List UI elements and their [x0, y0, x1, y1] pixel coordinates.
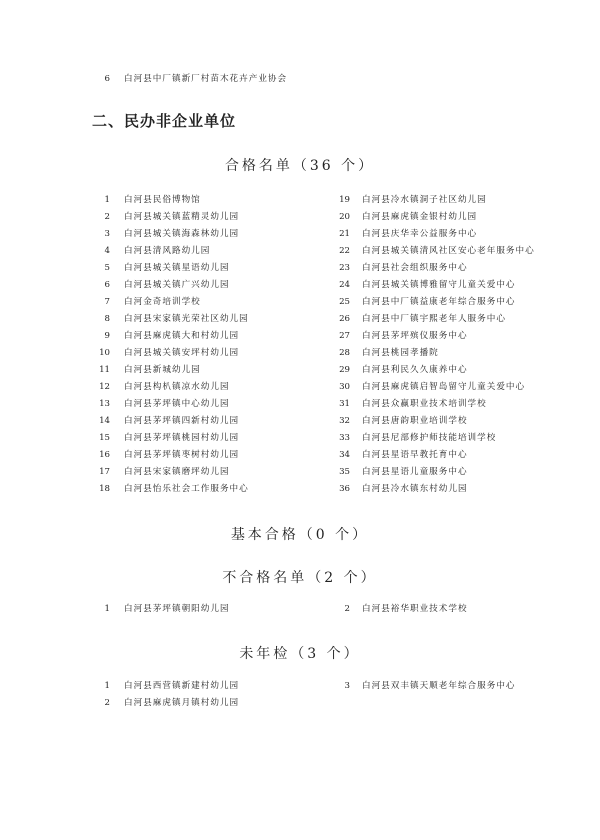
item-number: 1: [104, 681, 110, 691]
item-text: 白河县星语早教托育中心: [362, 450, 468, 460]
item-number: 4: [104, 246, 110, 256]
item-number: 20: [339, 212, 350, 222]
item-text: 白河县茅坪镇中心幼儿园: [124, 399, 230, 409]
item-number: 5: [104, 263, 110, 273]
item-number: 2: [104, 212, 110, 222]
item-number: 13: [99, 399, 110, 409]
item-text: 白河县庆华幸公益服务中心: [362, 229, 478, 239]
item-number: 33: [339, 433, 350, 443]
item-text: 白河县中厂镇宇熙老年人服务中心: [362, 314, 506, 324]
item-text: 白河金奇培训学校: [124, 297, 201, 307]
item-number: 6: [104, 280, 110, 290]
item-number: 8: [104, 314, 110, 324]
item-text: 白河县清风路幼儿园: [124, 246, 211, 256]
item-text: 白河县宋家镇光荣社区幼儿园: [124, 314, 249, 324]
item-text: 白河县茅坪镇枣树村幼儿园: [124, 450, 240, 460]
item-number: 23: [339, 263, 350, 273]
item-number: 28: [339, 348, 350, 358]
item-number: 14: [99, 416, 110, 426]
item-text: 白河县麻虎镇大和村幼儿园: [124, 331, 240, 341]
section-title: 二、民办非企业单位: [92, 112, 237, 130]
item-text: 白河县麻虎镇启智岛留守儿童关爱中心: [362, 382, 526, 392]
item-number: 35: [339, 467, 350, 477]
item-number: 2: [104, 698, 110, 708]
item-text: 白河县城关镇海森林幼儿园: [124, 229, 240, 239]
item-text: 白河县冷水镇洞子社区幼儿园: [362, 195, 487, 205]
item-number: 10: [99, 348, 110, 358]
basic-qualified-title: 基本合格（0 个）: [230, 527, 370, 543]
item-number: 19: [339, 195, 350, 205]
item-number: 7: [104, 297, 110, 307]
item-text: 白河县新城幼儿园: [124, 365, 201, 375]
item-text: 白河县宋家镇磨坪幼儿园: [124, 467, 230, 477]
item-text: 白河县中厂镇新厂村苗木花卉产业协会: [124, 74, 288, 84]
item-text: 白河县茅坪镇朝阳幼儿园: [124, 604, 230, 614]
item-text: 白河县社会组织服务中心: [362, 263, 468, 273]
item-text: 白河县利民久久康养中心: [362, 365, 468, 375]
item-text: 白河县城关镇蓝精灵幼儿园: [124, 212, 240, 222]
item-number: 25: [339, 297, 350, 307]
item-number: 32: [339, 416, 350, 426]
item-text: 白河县唐韵职业培训学校: [362, 416, 468, 426]
item-text: 白河县茅坪殡仪服务中心: [362, 331, 468, 341]
item-number: 3: [104, 229, 110, 239]
item-number: 6: [104, 74, 110, 84]
item-number: 26: [339, 314, 350, 324]
item-number: 24: [339, 280, 350, 290]
item-text: 白河县麻虎镇金银村幼儿园: [362, 212, 478, 222]
unqualified-title: 不合格名单（2 个）: [222, 570, 378, 586]
item-number: 12: [99, 382, 110, 392]
item-number: 15: [99, 433, 110, 443]
item-number: 31: [339, 399, 350, 409]
item-text: 白河县城关镇博雅留守儿童关爱中心: [362, 280, 516, 290]
item-text: 白河县城关镇安坪村幼儿园: [124, 348, 240, 358]
item-text: 白河县茅坪镇桃园村幼儿园: [124, 433, 240, 443]
item-text: 白河县冷水镇东村幼儿园: [362, 484, 468, 494]
item-number: 36: [339, 484, 350, 494]
item-text: 白河县众赢职业技术培训学校: [362, 399, 487, 409]
item-text: 白河县构朳镇凉水幼儿园: [124, 382, 230, 392]
item-text: 白河县茅坪镇四新村幼儿园: [124, 416, 240, 426]
item-number: 30: [339, 382, 350, 392]
item-number: 21: [339, 229, 350, 239]
item-text: 白河县中厂镇益康老年综合服务中心: [362, 297, 516, 307]
item-number: 22: [339, 246, 350, 256]
item-number: 18: [99, 484, 110, 494]
not-inspected-title: 未年检（3 个）: [239, 646, 361, 662]
item-text: 白河县麻虎镇月镇村幼儿园: [124, 698, 240, 708]
item-text: 白河县裕华职业技术学校: [362, 604, 468, 614]
item-text: 白河县双丰镇天顺老年综合服务中心: [362, 681, 516, 691]
item-text: 白河县尼部修护师技能培训学校: [362, 433, 497, 443]
item-number: 34: [339, 450, 350, 460]
item-text: 白河县城关镇广兴幼儿园: [124, 280, 230, 290]
item-text: 白河县城关镇星语幼儿园: [124, 263, 230, 273]
item-text: 白河县民俗博物馆: [124, 195, 201, 205]
item-number: 27: [339, 331, 350, 341]
item-text: 白河县西营镇新建村幼儿园: [124, 681, 240, 691]
item-number: 11: [99, 365, 110, 375]
item-number: 29: [339, 365, 350, 375]
item-text: 白河县桃园孝播院: [362, 348, 439, 358]
item-number: 16: [99, 450, 110, 460]
item-number: 2: [344, 604, 350, 614]
qualified-title: 合格名单（36 个）: [224, 158, 376, 174]
item-text: 白河县城关镇清风社区安心老年服务中心: [362, 246, 535, 256]
item-number: 3: [344, 681, 350, 691]
item-number: 17: [99, 467, 110, 477]
item-text: 白河县星语儿童服务中心: [362, 467, 468, 477]
item-text: 白河县怡乐社会工作服务中心: [124, 484, 249, 494]
item-number: 1: [104, 604, 110, 614]
item-number: 1: [104, 195, 110, 205]
item-number: 9: [104, 331, 110, 341]
